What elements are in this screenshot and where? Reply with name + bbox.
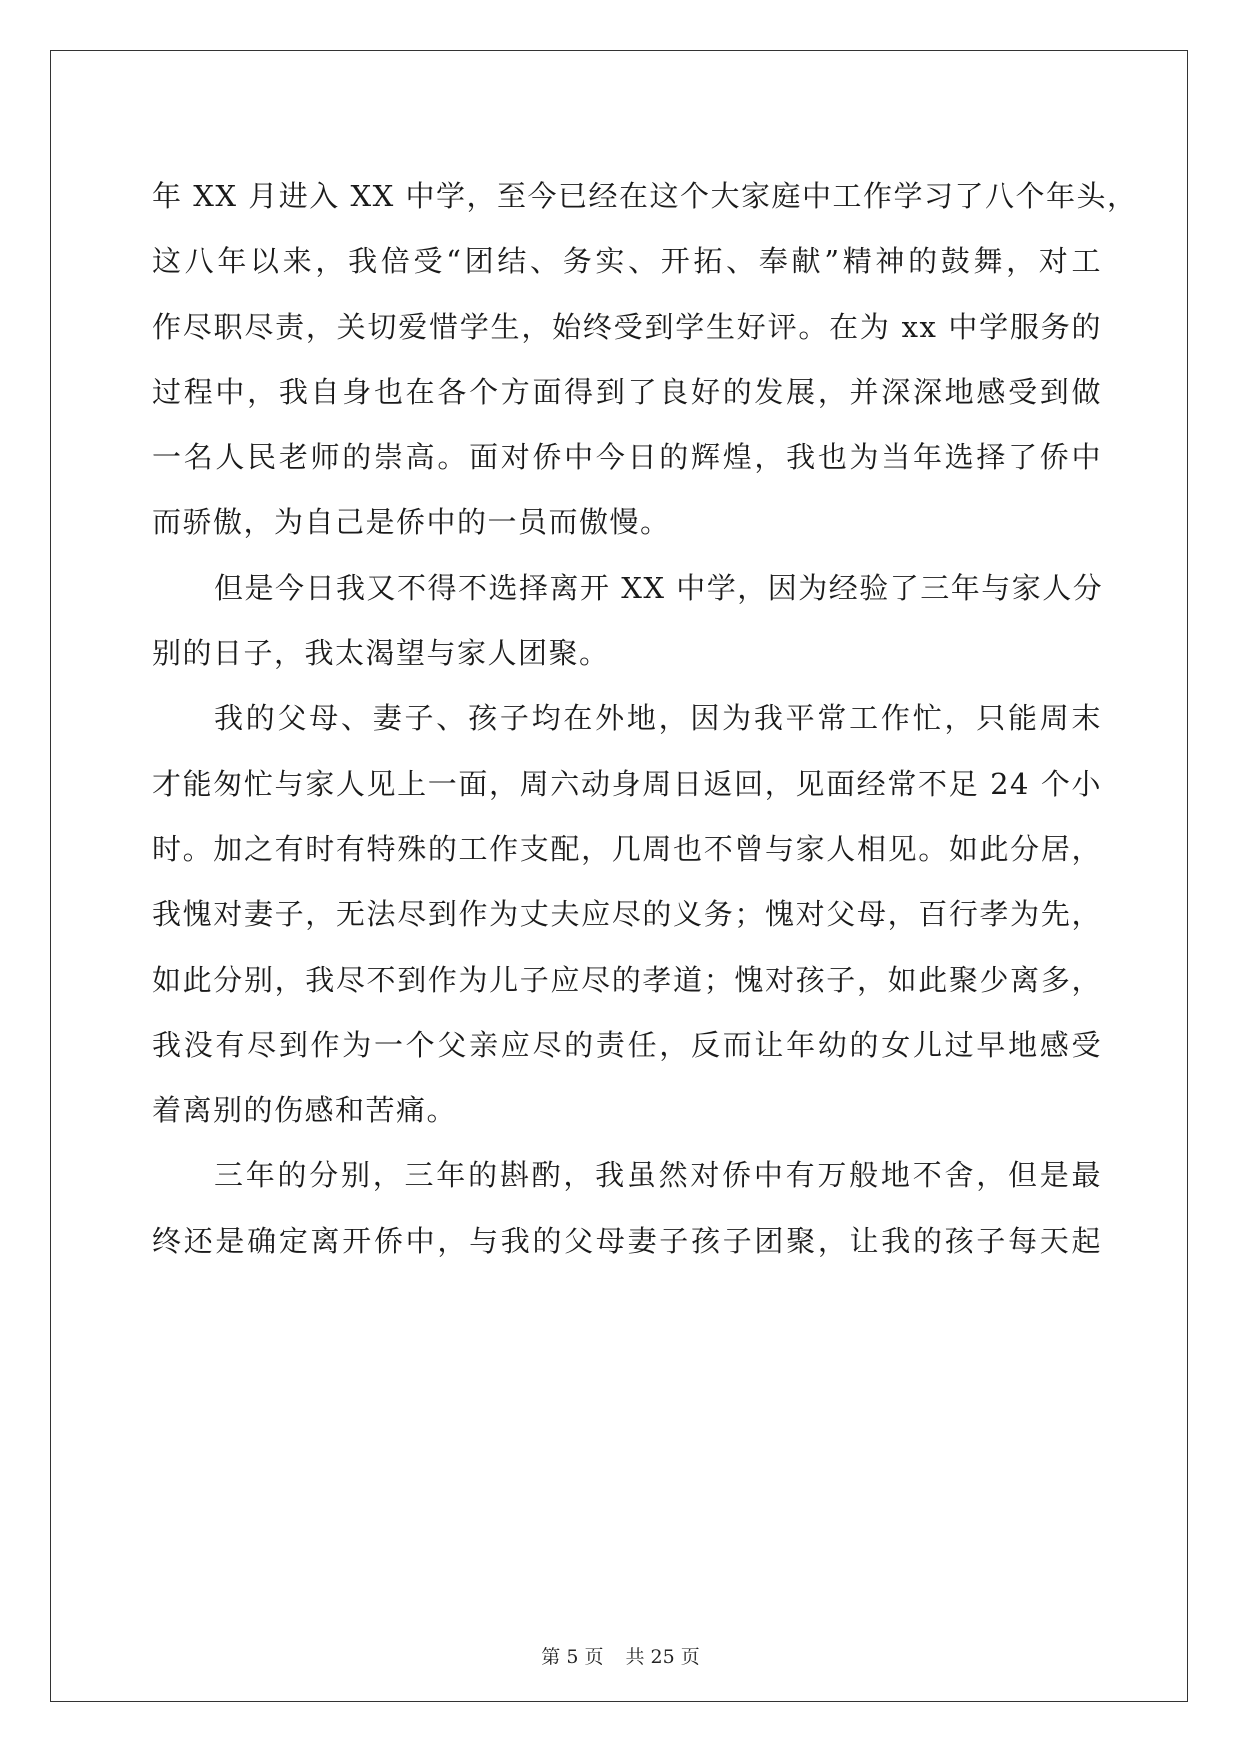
page-number: 第 5 页 (541, 1646, 604, 1668)
text-line: 我愧对妻子，无法尽到作为丈夫应尽的义务；愧对父母，百行孝为先， (152, 897, 1102, 932)
text-line: 着离别的伤感和苦痛。 (152, 1093, 458, 1128)
paragraph-first-line: 我的父母、妻子、孩子均在外地，因为我平常工作忙，只能周末 (214, 701, 1102, 736)
text-line: 过程中，我自身也在各个方面得到了良好的发展，并深深地感受到做 (152, 374, 1102, 409)
text-line: 别的日子，我太渴望与家人团聚。 (152, 636, 610, 671)
paragraph-first-line: 三年的分别，三年的斟酌，我虽然对侨中有万般地不舍，但是最 (214, 1158, 1102, 1193)
text-line: 一名人民老师的崇高。面对侨中今日的辉煌，我也为当年选择了侨中 (152, 440, 1102, 475)
text-line: 才能匆忙与家人见上一面，周六动身周日返回，见面经常不足 24 个小 (152, 766, 1102, 801)
paragraph-first-line: 但是今日我又不得不选择离开 XX 中学，因为经验了三年与家人分 (214, 570, 1104, 605)
text-line: 年 XX 月进入 XX 中学，至今已经在这个大家庭中工作学习了八个年头， (152, 179, 1138, 213)
page-footer (0, 1642, 1241, 1669)
text-line: 终还是确定离开侨中，与我的父母妻子孩子团聚，让我的孩子每天起 (152, 1223, 1102, 1258)
text-line: 作尽职尽责，关切爱惜学生，始终受到学生好评。在为 xx 中学服务的 (152, 309, 1102, 344)
text-line: 而骄傲，为自己是侨中的一员而傲慢。 (152, 505, 671, 540)
text-line: 这八年以来，我倍受“团结、务实、开拓、奉献”精神的鼓舞，对工 (152, 244, 1102, 279)
text-line: 我没有尽到作为一个父亲应尽的责任，反而让年幼的女儿过早地感受 (152, 1027, 1102, 1062)
page-total: 共 25 页 (625, 1646, 700, 1668)
text-line: 时。加之有时有特殊的工作支配，几周也不曾与家人相见。如此分居， (152, 831, 1102, 866)
text-line: 如此分别，我尽不到作为儿子应尽的孝道；愧对孩子，如此聚少离多， (152, 962, 1102, 997)
document-body (152, 164, 1138, 1274)
